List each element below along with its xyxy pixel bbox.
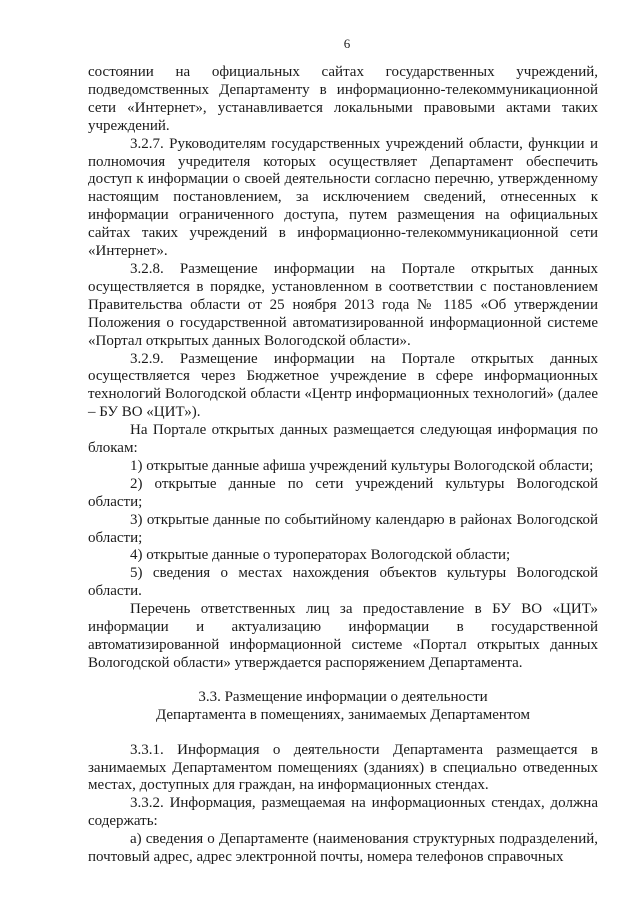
list-item-a: а) сведения о Департаменте (наименования структурных подразделений, почтовый адрес, адрес электронной почты, номера телефонов справочных <box>88 831 598 866</box>
paragraph-3-3-1: 3.3.1. Информация о деятельности Департамента размещается в занимаемых Департаментом помещениях (зданиях) в специально отведенных местах, доступных для граждан, на информационных стендах. <box>88 741 598 794</box>
list-item-1: 1) открытые данные афиша учреждений культуры Вологодской области; <box>130 457 594 474</box>
paragraph-3-3-2: 3.3.2. Информация, размещаемая на информационных стендах, должна содержать: <box>88 795 598 830</box>
paragraph-responsible-persons: Перечень ответственных лиц за предоставление в БУ ВО «ЦИТ» информации и актуализацию информации в государственной автоматизированной информационной системе «Портал открытых данных Вологодской области» утверждается распоряжением Департамента. <box>88 601 598 671</box>
paragraph-continuation: состоянии на официальных сайтах государственных учреждений, подведомственных Департаменту в информационно-телекоммуникационной сети «Интернет», устанавливается локальными правовыми актами таких учреждений. <box>88 64 598 134</box>
list-item-5: 5) сведения о местах нахождения объектов культуры Вологодской области. <box>88 565 598 600</box>
list-item-2: 2) открытые данные по сети учреждений культуры Вологодской области; <box>88 475 598 510</box>
section-heading-line-1: 3.3. Размещение информации о деятельности <box>198 688 488 705</box>
document-body <box>88 64 598 867</box>
list-item-3: 3) открытые данные по событийному календарю в районах Вологодской области; <box>88 511 598 546</box>
paragraph-3-2-9: 3.2.9. Размещение информации на Портале открытых данных осуществляется через Бюджетное учреждение в сфере информационных технологий Вологодской области «Центр информационных технологий» (далее – БУ ВО «ЦИТ»). <box>88 350 598 421</box>
section-heading-3-3 <box>88 689 598 725</box>
paragraph-portal-intro: На Портале открытых данных размещается следующая информация по блокам: <box>88 422 598 457</box>
page-number: 6 <box>343 36 351 51</box>
paragraph-3-2-8: 3.2.8. Размещение информации на Портале открытых данных осуществляется в порядке, установленном в соответствии с постановлением Правительства области от 25 ноября 2013 года № 1185 «Об утверждении Положения о государственной автоматизированной информационной системе «Портал открытых данных Вологодской области». <box>88 260 598 349</box>
section-heading-line-2: Департамента в помещениях, занимаемых Департаментом <box>155 706 531 723</box>
paragraph-3-2-7: 3.2.7. Руководителям государственных учреждений области, функции и полномочия учредителя которых осуществляет Департамент обеспечить доступ к информации о своей деятельности согласно перечню, утвержденному настоящим постановлением, за исключением сведений, отнесенных к информации ограниченного доступа, путем размещения на официальных сайтах таких учреждений в информационно-телекоммуникационной сети «Интернет». <box>88 135 598 260</box>
list-item-4: 4) открытые данные о туроператорах Вологодской области; <box>130 547 511 564</box>
